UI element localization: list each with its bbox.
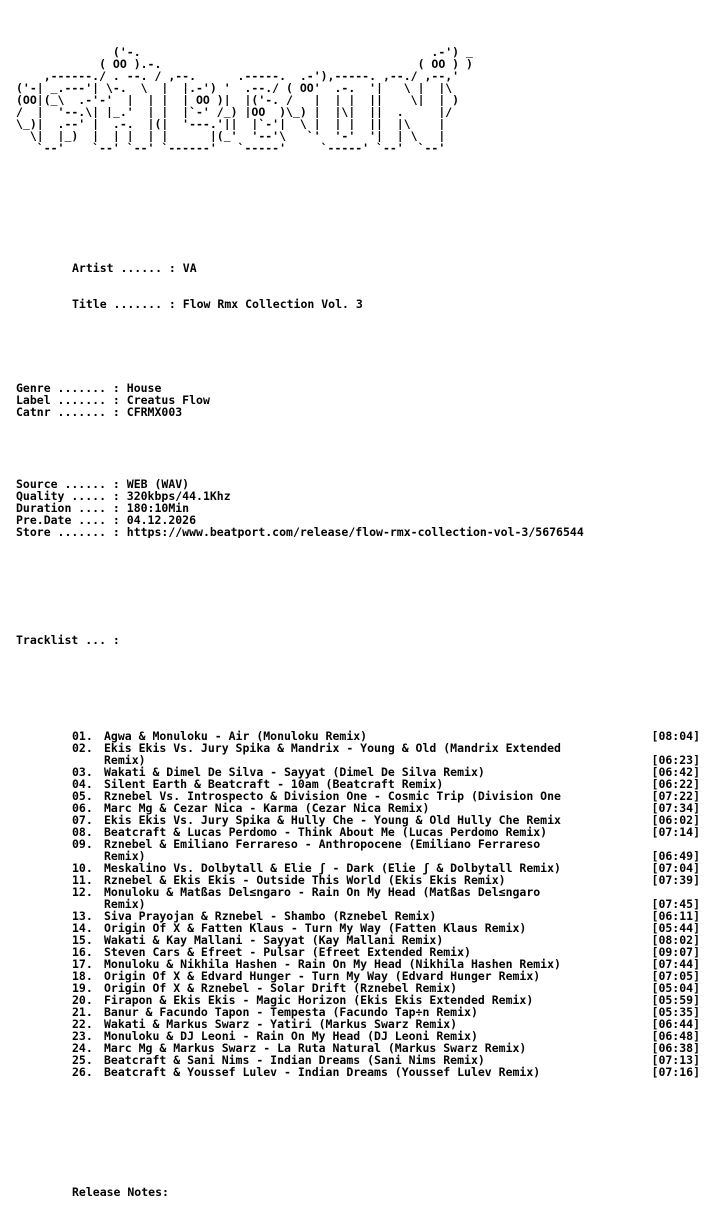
info-row [16, 382, 700, 394]
track-title: Banur & Facundo Tapon - Tempesta (Facundo Tap÷n Remix) [104, 1005, 478, 1019]
track-number: 07. [72, 813, 93, 827]
info-row [16, 394, 700, 406]
track-duration: [06:42] [651, 765, 700, 779]
track-title: Rznebel & Emiliano Ferrareso - Anthropocene (Emiliano Ferrareso [104, 837, 541, 851]
track-number: 26. [72, 1065, 93, 1079]
track-title-continued: Remix) [104, 849, 146, 863]
track-number: 09. [72, 837, 93, 851]
track-duration: [07:34] [651, 801, 700, 815]
info-value: CFRMX003 [126, 406, 183, 418]
tracklist-label: Tracklist ... : [16, 634, 120, 646]
info-value: House [126, 382, 162, 394]
track-duration: [06:02] [651, 813, 700, 827]
track-number: 08. [72, 825, 93, 839]
title-key: Title ....... : [72, 298, 183, 310]
track-number: 12. [72, 885, 93, 899]
track-number: 14. [72, 921, 93, 935]
track-duration: [05:44] [651, 921, 700, 935]
track-title: Agwa & Monuloku - Air (Monuloku Remix) [104, 729, 368, 743]
track-title: Rznebel & Ekis Ekis - Outside This World (Ekis Ekis Remix) [104, 873, 506, 887]
track-number: 04. [72, 777, 93, 791]
track-number: 01. [72, 729, 93, 743]
track-duration: [07:05] [651, 969, 700, 983]
track-duration: [07:39] [651, 873, 700, 887]
track-duration: [07:16] [651, 1065, 700, 1079]
track-number: 21. [72, 1005, 93, 1019]
logo-line: \_)| .--' | .-. |(| '---.'|| |`-'| \ | | | || |\ | [16, 118, 446, 130]
track-number: 10. [72, 861, 93, 875]
track-duration: [06:22] [651, 777, 700, 791]
source-value[interactable]: https://www.beatport.com/release/flow-rmx-collection-vol-3/5676544 [126, 526, 584, 538]
track-title: Beatcraft & Youssef Lulev - Indian Dreams (Youssef Lulev Remix) [104, 1065, 541, 1079]
logo-line: ,------./ . --. / ,--. .-----. .-'),-----. ,--./ ,--,' [16, 70, 460, 82]
source-row [16, 526, 700, 538]
track-row [16, 1054, 700, 1066]
track-title: Wakati & Kay Mallani - Sayyat (Kay Mallani Remix) [104, 933, 444, 947]
track-duration: [08:02] [651, 933, 700, 947]
track-title: Wakati & Dimel De Silva - Sayyat (Dimel De Silva Remix) [104, 765, 485, 779]
source-key: Quality ..... : [16, 490, 127, 502]
track-duration: [07:45] [651, 897, 700, 911]
track-duration: [09:07] [651, 945, 700, 959]
track-title-continued: Remix) [104, 753, 146, 767]
track-title: Ekis Ekis Vs. Jury Spika & Mandrix - Young & Old (Mandrix Extended [104, 741, 561, 755]
track-row [16, 1030, 700, 1042]
source-value: 320kbps/44.1Khz [126, 490, 231, 502]
title-row [16, 298, 700, 310]
track-title: Steven Cars & Efreet - Pulsar (Efreet Extended Remix) [104, 945, 471, 959]
source-key: Source ...... : [16, 478, 127, 490]
track-title: Origin Of X & Fatten Klaus - Turn My Way (Fatten Klaus Remix) [104, 921, 527, 935]
track-row [16, 1042, 700, 1054]
track-duration: [07:14] [651, 825, 700, 839]
track-duration: [05:04] [651, 981, 700, 995]
track-duration: [05:35] [651, 1005, 700, 1019]
track-number: 23. [72, 1029, 93, 1043]
track-duration: [08:04] [651, 729, 700, 743]
track-title: Origin Of X & Rznebel - Solar Drift (Rznebel Remix) [104, 981, 458, 995]
track-number: 13. [72, 909, 93, 923]
track-number: 19. [72, 981, 93, 995]
track-duration: [07:44] [651, 957, 700, 971]
logo-line: \| |_) | | | | | |(_' '--'\ `' '-' '| | \ | [16, 130, 446, 142]
logo-line: ('-| _.---'| \-. \ | |.-') ' .--./ ( OO' .-. '| \ | |\ [16, 82, 453, 94]
artist-key: Artist ...... : [72, 262, 183, 274]
track-duration: [06:49] [651, 849, 700, 863]
track-title: Marc Mg & Cezar Nica - Karma (Cezar Nica Remix) [104, 801, 430, 815]
info-value: Creatus Flow [126, 394, 210, 406]
track-duration: [06:38] [651, 1041, 700, 1055]
info-row [16, 406, 700, 418]
tracklist [16, 730, 700, 1078]
track-title: Beatcraft & Sani Nims - Indian Dreams (Sani Nims Remix) [104, 1053, 485, 1067]
track-title: Wakati & Markus Swarz - Yatiri (Markus Swarz Remix) [104, 1017, 458, 1031]
track-duration: [05:59] [651, 993, 700, 1007]
track-title: Silent Earth & Beatcraft - 10am (Beatcraft Remix) [104, 777, 444, 791]
nfo-document [16, 22, 700, 1210]
source-key: Pre.Date .... : [16, 514, 127, 526]
track-title: Monuloku & DJ Leoni - Rain On My Head (DJ Leoni Remix) [104, 1029, 478, 1043]
track-title: Ekis Ekis Vs. Jury Spika & Hully Che - Young & Old Hully Che Remix [104, 813, 561, 827]
title-value: Flow Rmx Collection Vol. 3 [182, 298, 363, 310]
track-title: Monuloku & Matßas Del≤ngaro - Rain On My Head (Matßas Del≤ngaro [104, 885, 541, 899]
track-title: Marc Mg & Markus Swarz - La Ruta Natural (Markus Swarz Remix) [104, 1041, 527, 1055]
track-duration: [07:04] [651, 861, 700, 875]
track-number: 20. [72, 993, 93, 1007]
artist-value: VA [182, 262, 197, 274]
source-key: Store ....... : [16, 526, 127, 538]
track-title: Meskalino Vs. Dolbytall & Elie ʃ - Dark (Elie ʃ & Dolbytall Remix) [104, 861, 561, 875]
track-title: Origin Of X & Edvard Hunger - Turn My Way (Edvard Hunger Remix) [104, 969, 541, 983]
track-duration: [06:48] [651, 1029, 700, 1043]
track-row [16, 1066, 700, 1078]
track-duration: [06:23] [651, 753, 700, 767]
source-value: WEB (WAV) [126, 478, 190, 490]
info-key: Label ....... : [16, 394, 127, 406]
track-number: 03. [72, 765, 93, 779]
source-value: 04.12.2026 [126, 514, 197, 526]
track-title: Firapon & Ekis Ekis - Magic Horizon (Ekis Ekis Extended Remix) [104, 993, 534, 1007]
source-block [16, 478, 700, 538]
logo-line: ( OO ).-. ( OO ) ) [16, 58, 473, 70]
info-key: Genre ....... : [16, 382, 127, 394]
source-key: Duration .... : [16, 502, 127, 514]
info-key: Catnr ....... : [16, 406, 127, 418]
source-row [16, 478, 700, 490]
track-number: 11. [72, 873, 93, 887]
info-block [16, 382, 700, 418]
track-number: 17. [72, 957, 93, 971]
track-number: 05. [72, 789, 93, 803]
logo-line: / | '--.\| |_.' | | |`-' /_) |OO )\_) | |\| || . |/ [16, 106, 453, 118]
track-duration: [07:13] [651, 1053, 700, 1067]
track-number: 02. [72, 741, 93, 755]
track-title-continued: Remix) [104, 897, 146, 911]
track-number: 18. [72, 969, 93, 983]
track-duration: [07:22] [651, 789, 700, 803]
track-duration: [06:11] [651, 909, 700, 923]
logo-line: `--' `--' `--' `------' `-----' `-----' `--' `--' [16, 142, 446, 154]
source-row [16, 490, 700, 502]
track-title: Beatcraft & Lucas Perdomo - Think About Me (Lucas Perdomo Remix) [104, 825, 548, 839]
track-number: 24. [72, 1041, 93, 1055]
track-number: 15. [72, 933, 93, 947]
release-notes-label: Release Notes: [72, 1186, 169, 1198]
source-row [16, 514, 700, 526]
track-number: 22. [72, 1017, 93, 1031]
logo-line: (OO|(_\ .-'-' | | | | OO )| |('-. / | | | || \| | ) [16, 94, 460, 106]
track-title: Siva Prayojan & Rznebel - Shambo (Rznebel Remix) [104, 909, 437, 923]
artist-row [16, 262, 700, 274]
ascii-logo [16, 46, 700, 154]
track-title: Monuloku & Nikhila Hashen - Rain On My Head (Nikhila Hashen Remix) [104, 957, 561, 971]
logo-line: ('-. .-') _ [16, 46, 473, 58]
track-number: 16. [72, 945, 93, 959]
track-title: Rznebel Vs. Introspecto & Division One - Cosmic Trip (Division One [104, 789, 561, 803]
track-duration: [06:44] [651, 1017, 700, 1031]
source-value: 180:10Min [126, 502, 190, 514]
track-number: 25. [72, 1053, 93, 1067]
track-number: 06. [72, 801, 93, 815]
source-row [16, 502, 700, 514]
